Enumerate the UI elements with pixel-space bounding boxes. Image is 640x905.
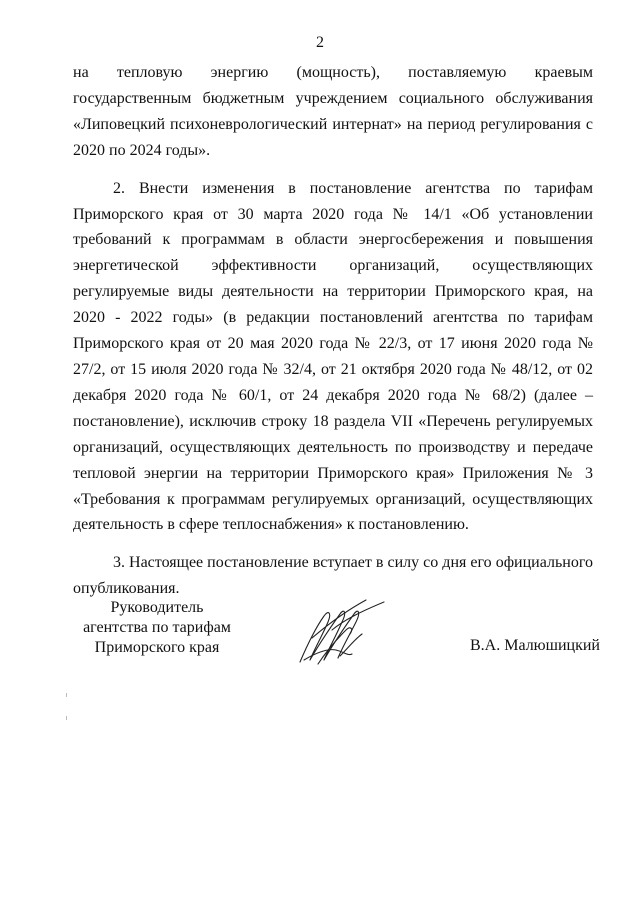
signer-title — [72, 598, 242, 658]
handwritten-signature — [292, 590, 392, 670]
page-number: 2 — [316, 34, 324, 51]
document-body — [73, 60, 593, 602]
signature-block — [0, 598, 640, 678]
paragraph-item-2: 2. Внести изменения в постановление агентства по тарифам Приморского края от 30 марта 2020 года № 14/1 «Об установлении требований к программам в области энергосбережения и повышения энергетической эффективности организаций, осуществляющих регулируемые виды деятельности на территории Приморского края, на 2020 - 2022 годы» (в редакции постановлений агентства по тарифам Приморского края от 20 мая 2020 года № 22/3, от 17 июня 2020 года № 27/2, от 15 июля 2020 года № 32/4, от 21 октября 2020 года № 48/12, от 02 декабря 2020 года № 60/1, от 24 декабря 2020 года № 68/2) (далее – постановление), исключив строку 18 раздела VII «Перечень регулируемых организаций, осуществляющих деятельность по производству и передаче тепловой энергии на территории Приморского края» Приложения № 3 «Требования к программам регулируемых организаций, осуществляющих деятельность в сфере теплоснабжения» к постановлению. — [73, 179, 593, 534]
signer-title-line-2: агентства по тарифам — [83, 619, 231, 636]
scan-artifact — [66, 716, 67, 720]
scan-artifact — [66, 693, 67, 697]
signer-title-line-3: Приморского края — [94, 639, 220, 656]
paragraph-continuation: на тепловую энергию (мощность), поставляемую краевым государственным бюджетным учреждением социального обслуживания «Липовецкий психоневрологический интернат» на период регулирования с 2020 по 2024 годы». — [73, 64, 593, 159]
paragraph-item-3: 3. Настоящее постановление вступает в силу со дня его официального опубликования. — [73, 554, 593, 598]
signer-name: В.А. Малюшицкий — [470, 637, 600, 654]
signer-title-line-1: Руководитель — [110, 599, 204, 616]
